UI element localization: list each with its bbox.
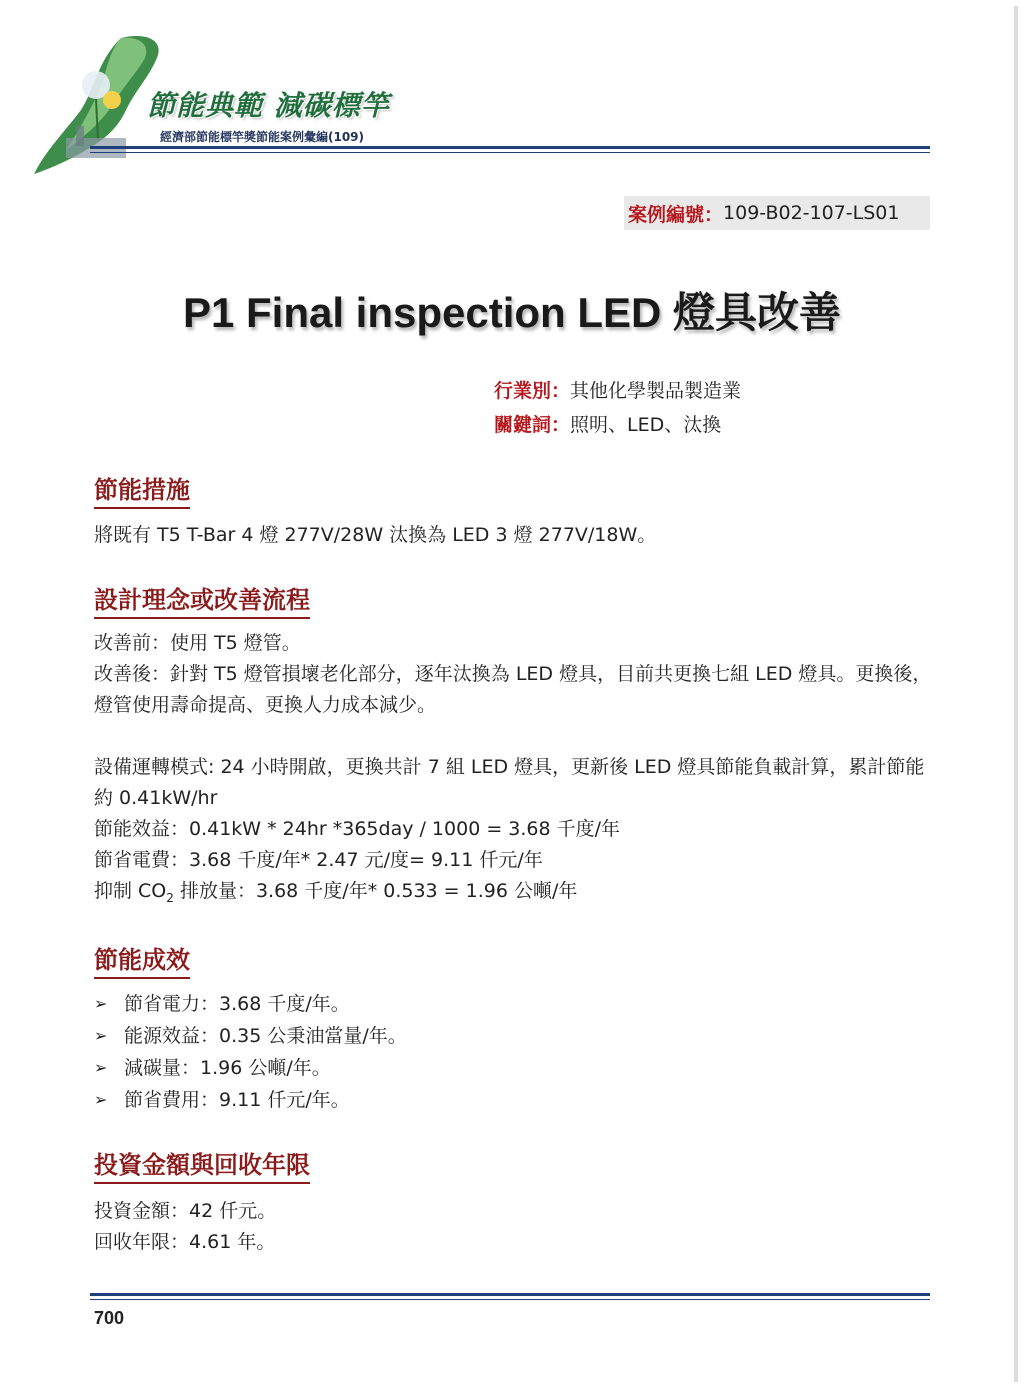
case-number-value: 109-B02-107-LS01 xyxy=(723,202,900,224)
investment-block xyxy=(94,1196,932,1258)
co2-prefix: 抑制 CO xyxy=(94,880,167,902)
result-text: 節省電力：3.68 千度/年。 xyxy=(124,993,350,1015)
list-item xyxy=(94,1052,407,1084)
arrow-bullet-icon: ➢ xyxy=(94,1026,108,1045)
co2-rest: 排放量：3.68 千度/年* 0.533 = 1.96 公噸/年 xyxy=(173,880,578,902)
header-rule xyxy=(90,146,930,149)
result-text: 減碳量：1.96 公噸/年。 xyxy=(124,1057,331,1079)
brand-title: 節能典範 減碳標竿 xyxy=(147,89,390,122)
arrow-bullet-icon: ➢ xyxy=(94,1090,108,1109)
result-text: 節省費用：9.11 仟元/年。 xyxy=(124,1089,350,1111)
section-heading-design: 設計理念或改善流程 xyxy=(94,580,310,619)
list-item xyxy=(94,988,407,1020)
section-heading-results: 節能成效 xyxy=(94,940,190,979)
results-list xyxy=(94,988,407,1116)
list-item xyxy=(94,1084,407,1116)
industry-label: 行業別： xyxy=(494,380,571,402)
industry-value: 其他化學製品製造業 xyxy=(570,380,742,402)
arrow-bullet-icon: ➢ xyxy=(94,1058,108,1077)
design-co2 xyxy=(94,876,932,914)
keywords-line xyxy=(494,410,721,437)
result-text: 能源效益：0.35 公秉油當量/年。 xyxy=(124,1025,407,1047)
investment-amount: 投資金額：42 仟元。 xyxy=(94,1200,277,1222)
section-heading-measures: 節能措施 xyxy=(94,470,190,509)
case-number-label: 案例編號： xyxy=(628,203,724,226)
design-mode: 設備運轉模式: 24 小時開啟，更換共計 7 組 LED 燈具，更新後 LED 燈具節能負載計算，累計節能約 0.41kW/hr xyxy=(94,756,925,809)
design-benefit: 節能效益：0.41kW * 24hr *365day / 1000 = 3.68 千度/年 xyxy=(94,818,621,840)
design-block xyxy=(94,628,932,914)
footer-rule-thin xyxy=(90,1299,930,1300)
design-before: 改善前：使用 T5 燈管。 xyxy=(94,632,301,654)
page-title: P1 Final inspection LED 燈具改善 xyxy=(182,289,842,336)
brand-subtitle: 經濟部節能標竿獎節能案例彙編(109) xyxy=(160,130,365,144)
header-rule-thin xyxy=(90,152,930,153)
list-item xyxy=(94,1020,407,1052)
footer-rule xyxy=(90,1293,930,1296)
co2-subscript: 2 xyxy=(166,890,174,905)
page-edge xyxy=(1014,6,1018,1382)
section-heading-investment: 投資金額與回收年限 xyxy=(94,1145,310,1184)
keywords-value: 照明、LED、汰換 xyxy=(570,414,722,436)
measures-text: 將既有 T5 T-Bar 4 燈 277V/28W 汰換為 LED 3 燈 277V/18W。 xyxy=(94,524,657,546)
keywords-label: 關鍵詞： xyxy=(494,414,571,436)
investment-payback: 回收年限：4.61 年。 xyxy=(94,1231,276,1253)
case-number-box xyxy=(624,196,930,230)
industry-line xyxy=(494,376,741,403)
design-after: 改善後：針對 T5 燈管損壞老化部分，逐年汰換為 LED 燈具，目前共更換七組 LED 燈具。更換後，燈管使用壽命提高、更換人力成本減少。 xyxy=(94,663,932,716)
design-cost: 節省電費：3.68 千度/年* 2.47 元/度= 9.11 仟元/年 xyxy=(94,849,543,871)
arrow-bullet-icon: ➢ xyxy=(94,994,108,1013)
page-number: 700 xyxy=(94,1308,125,1328)
